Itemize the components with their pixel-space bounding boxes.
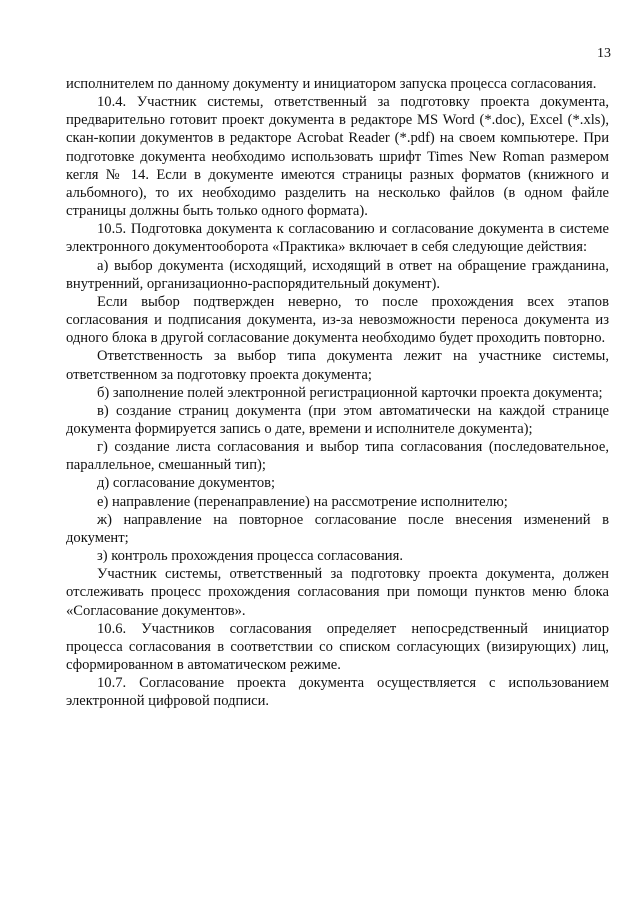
- paragraph-responsibility: Ответственность за выбор типа документа лежит на участнике системы, ответственном за подготовку проекта документа;: [66, 348, 609, 383]
- paragraph-tracking: Участник системы, ответственный за подготовку проекта документа, должен отслеживать процесс прохождения согласования при помощи пунктов меню блока «Согласование документов».: [66, 566, 609, 619]
- list-item-v: в) создание страниц документа (при этом автоматически на каждой странице документа формируется запись о дате, времени и исполнителе документа);: [66, 402, 609, 437]
- list-item-e: е) направление (перенаправление) на рассмотрение исполнителю;: [97, 493, 508, 510]
- paragraph-continuation: исполнителем по данному документу и инициатором запуска процесса согласования.: [66, 76, 597, 92]
- list-item-g: г) создание листа согласования и выбор типа согласования (последовательное, параллельное, смешанный тип);: [66, 439, 609, 474]
- page-number: 13: [597, 46, 611, 61]
- list-item-zh: ж) направление на повторное согласование после внесения изменений в документ;: [66, 511, 609, 546]
- list-item-d: д) согласование документов;: [97, 475, 276, 492]
- paragraph-10-6: 10.6. Участников согласования определяет непосредственный инициатор процесса согласования в соответствии со списком согласующих (визирующих) лиц, сформированном в автоматическом режиме.: [66, 620, 609, 673]
- list-item-b: б) заполнение полей электронной регистрационной карточки проекта документа;: [97, 384, 603, 401]
- paragraph-wrong-choice: Если выбор подтвержден неверно, то после прохождения всех этапов согласования и подписания документа, из-за невозможности переноса документа из одного блока в другой согласование документа необходимо будет проходить повторно.: [66, 293, 609, 347]
- list-item-a: а) выбор документа (исходящий, исходящий в ответ на обращение гражданина, внутренний, организационно-распорядительный документ).: [66, 257, 609, 292]
- paragraph-10-5: 10.5. Подготовка документа к согласованию и согласование документа в системе электронного документооборота «Практика» включает в себя следующие действия:: [66, 221, 609, 256]
- paragraph-10-4: 10.4. Участник системы, ответственный за подготовку проекта документа, предварительно готовит проект документа в редакторе MS Word (*.doc), Excel (*.xls), скан-копии документов в редакторе Acrobat Reader (*.pdf) на своем компьютере. При подготовке документа необходимо использовать шрифт Times New Roman размером кегля № 14. Если в документе имеются страницы разных форматов (книжного и альбомного), то их необходимо разделить на несколько файлов (в одном файле страницы должны быть только одного формата).: [66, 94, 609, 220]
- paragraph-10-7: 10.7. Согласование проекта документа осуществляется с использованием электронной цифровой подписи.: [66, 675, 609, 710]
- document-body: [66, 75, 609, 710]
- list-item-z: з) контроль прохождения процесса согласования.: [97, 548, 403, 565]
